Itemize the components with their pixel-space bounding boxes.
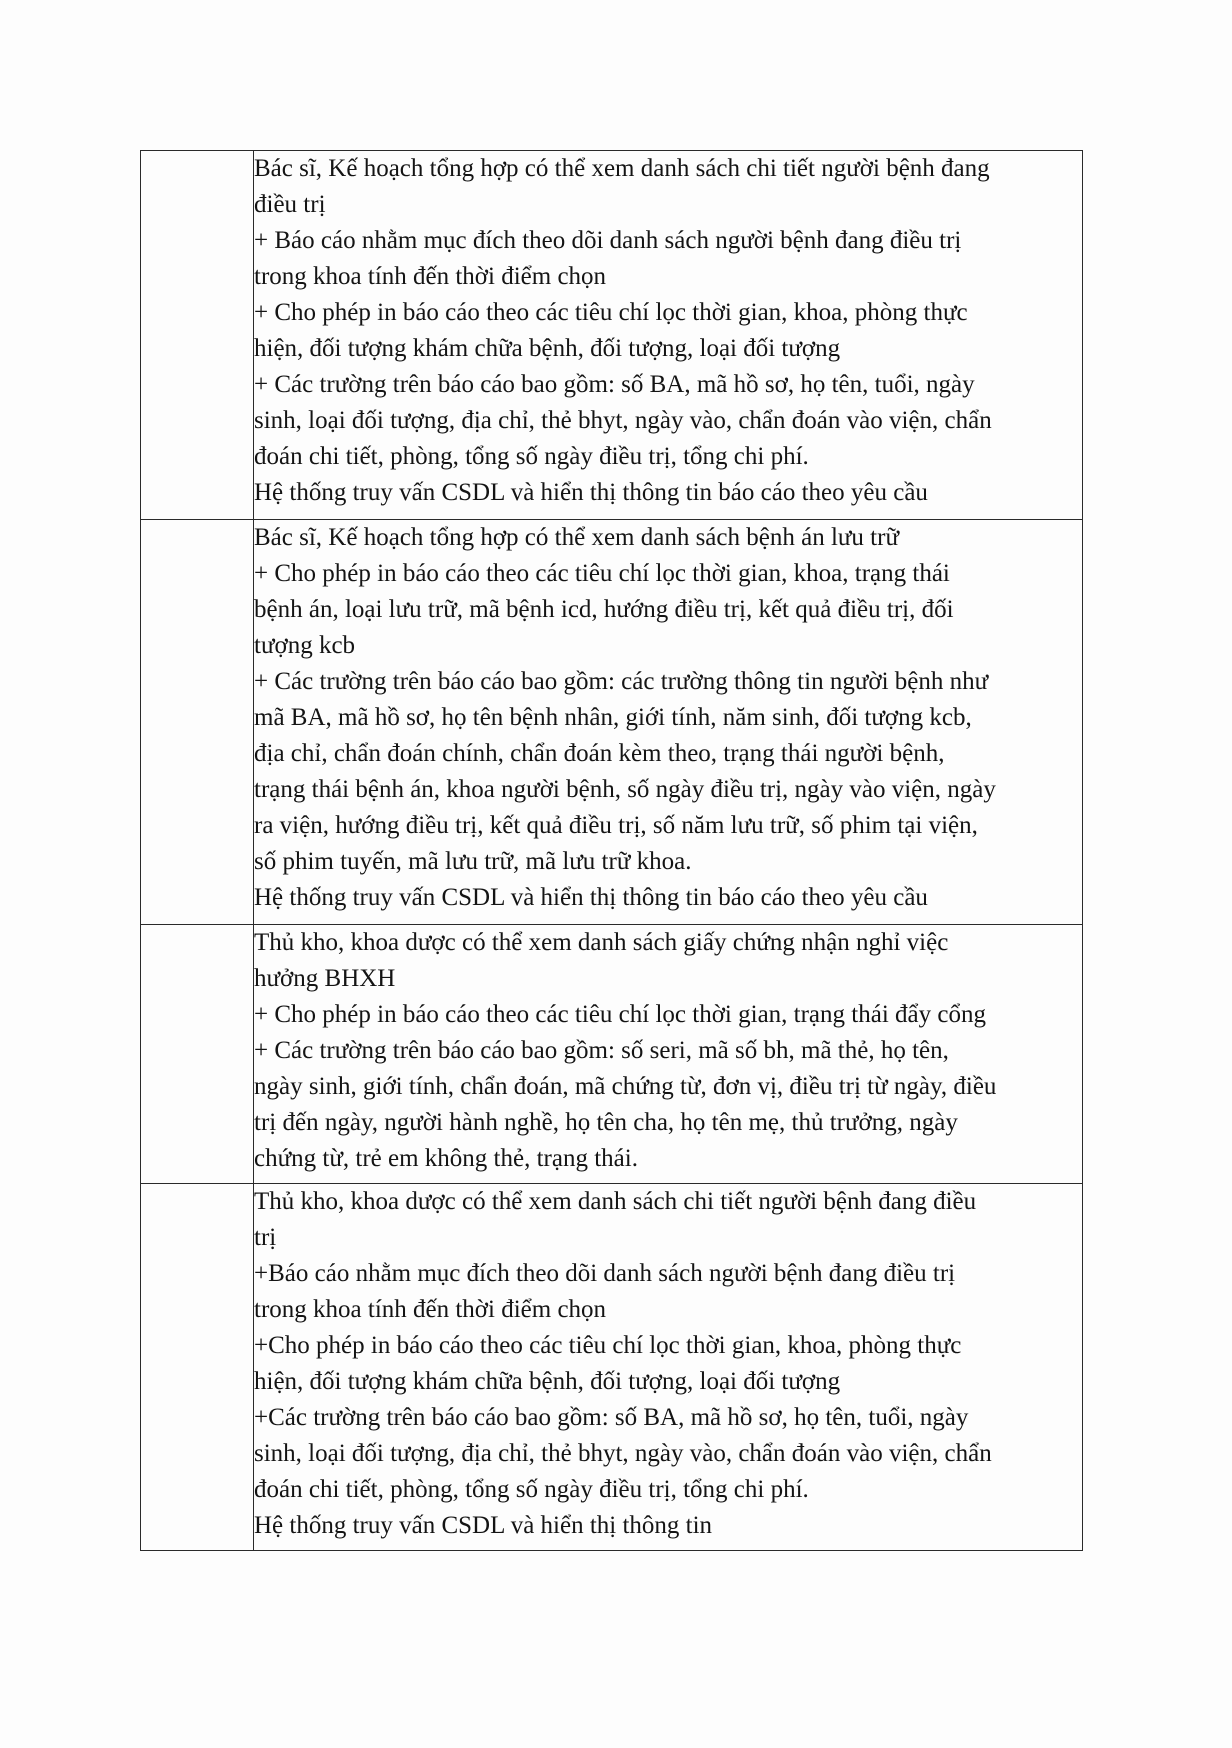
text-line: Hệ thống truy vấn CSDL và hiển thị thông tin báo cáo theo yêu cầu — [254, 884, 928, 911]
text-line: + Cho phép in báo cáo theo các tiêu chí lọc thời gian, khoa, trạng thái — [254, 560, 950, 587]
description-cell — [254, 520, 1083, 925]
text-line: Hệ thống truy vấn CSDL và hiển thị thông tin báo cáo theo yêu cầu — [254, 479, 928, 506]
text-line: Thủ kho, khoa dược có thể xem danh sách chi tiết người bệnh đang điều — [254, 1188, 977, 1215]
text-line: mã BA, mã hồ sơ, họ tên bệnh nhân, giới tính, năm sinh, đối tượng kcb, — [254, 704, 972, 731]
text-line: Hệ thống truy vấn CSDL và hiển thị thông tin — [254, 1512, 713, 1539]
description-cell — [254, 1184, 1083, 1551]
text-line: trong khoa tính đến thời điểm chọn — [254, 263, 607, 290]
index-cell — [141, 520, 254, 925]
index-cell — [141, 1184, 254, 1551]
text-line: + Các trường trên báo cáo bao gồm: số BA, mã hồ sơ, họ tên, tuổi, ngày — [254, 371, 975, 398]
text-line: + Cho phép in báo cáo theo các tiêu chí lọc thời gian, khoa, phòng thực — [254, 299, 968, 326]
text-line: ngày sinh, giới tính, chẩn đoán, mã chứng từ, đơn vị, điều trị từ ngày, điều — [254, 1073, 997, 1100]
text-line: sinh, loại đối tượng, địa chỉ, thẻ bhyt, ngày vào, chẩn đoán vào viện, chẩn — [254, 407, 992, 434]
text-line: ra viện, hướng điều trị, kết quả điều trị, số năm lưu trữ, số phim tại viện, — [254, 812, 978, 839]
text-line: hiện, đối tượng khám chữa bệnh, đối tượng, loại đối tượng — [254, 1368, 841, 1395]
text-line: sinh, loại đối tượng, địa chỉ, thẻ bhyt, ngày vào, chẩn đoán vào viện, chẩn — [254, 1440, 992, 1467]
table-row — [141, 520, 1083, 925]
text-line: +Báo cáo nhằm mục đích theo dõi danh sách người bệnh đang điều trị — [254, 1260, 956, 1287]
index-cell — [141, 151, 254, 520]
text-line: chứng từ, trẻ em không thẻ, trạng thái. — [254, 1145, 638, 1172]
table-row — [141, 925, 1083, 1184]
text-line: Bác sĩ, Kế hoạch tổng hợp có thể xem danh sách chi tiết người bệnh đang — [254, 155, 990, 182]
text-line: Bác sĩ, Kế hoạch tổng hợp có thể xem danh sách bệnh án lưu trữ — [254, 524, 900, 551]
index-cell — [141, 925, 254, 1184]
text-line: đoán chi tiết, phòng, tổng số ngày điều trị, tổng chi phí. — [254, 1476, 809, 1503]
text-line: địa chỉ, chẩn đoán chính, chẩn đoán kèm theo, trạng thái người bệnh, — [254, 740, 945, 767]
description-cell — [254, 151, 1083, 520]
text-line: + Báo cáo nhằm mục đích theo dõi danh sách người bệnh đang điều trị — [254, 227, 962, 254]
text-line: số phim tuyến, mã lưu trữ, mã lưu trữ khoa. — [254, 848, 692, 875]
table-row — [141, 151, 1083, 520]
text-line: + Cho phép in báo cáo theo các tiêu chí lọc thời gian, trạng thái đẩy cổng — [254, 1001, 986, 1028]
text-line: trị — [254, 1224, 277, 1251]
text-line: bệnh án, loại lưu trữ, mã bệnh icd, hướng điều trị, kết quả điều trị, đối — [254, 596, 954, 623]
description-cell — [254, 925, 1083, 1184]
text-line: hiện, đối tượng khám chữa bệnh, đối tượng, loại đối tượng — [254, 335, 841, 362]
text-line: +Các trường trên báo cáo bao gồm: số BA, mã hồ sơ, họ tên, tuổi, ngày — [254, 1404, 969, 1431]
text-line: điều trị — [254, 191, 326, 218]
text-line: + Các trường trên báo cáo bao gồm: các trường thông tin người bệnh như — [254, 668, 989, 695]
text-line: + Các trường trên báo cáo bao gồm: số seri, mã số bh, mã thẻ, họ tên, — [254, 1037, 949, 1064]
text-line: đoán chi tiết, phòng, tổng số ngày điều trị, tổng chi phí. — [254, 443, 809, 470]
text-line: trạng thái bệnh án, khoa người bệnh, số ngày điều trị, ngày vào viện, ngày — [254, 776, 996, 803]
text-line: tượng kcb — [254, 632, 356, 659]
text-line: trị đến ngày, người hành nghề, họ tên cha, họ tên mẹ, thủ trưởng, ngày — [254, 1109, 958, 1136]
text-line: Thủ kho, khoa dược có thể xem danh sách giấy chứng nhận nghỉ việc — [254, 929, 949, 956]
text-line: trong khoa tính đến thời điểm chọn — [254, 1296, 607, 1323]
text-line: hưởng BHXH — [254, 965, 396, 992]
text-line: +Cho phép in báo cáo theo các tiêu chí lọc thời gian, khoa, phòng thực — [254, 1332, 962, 1359]
requirements-table — [140, 150, 1083, 1551]
table-row — [141, 1184, 1083, 1551]
